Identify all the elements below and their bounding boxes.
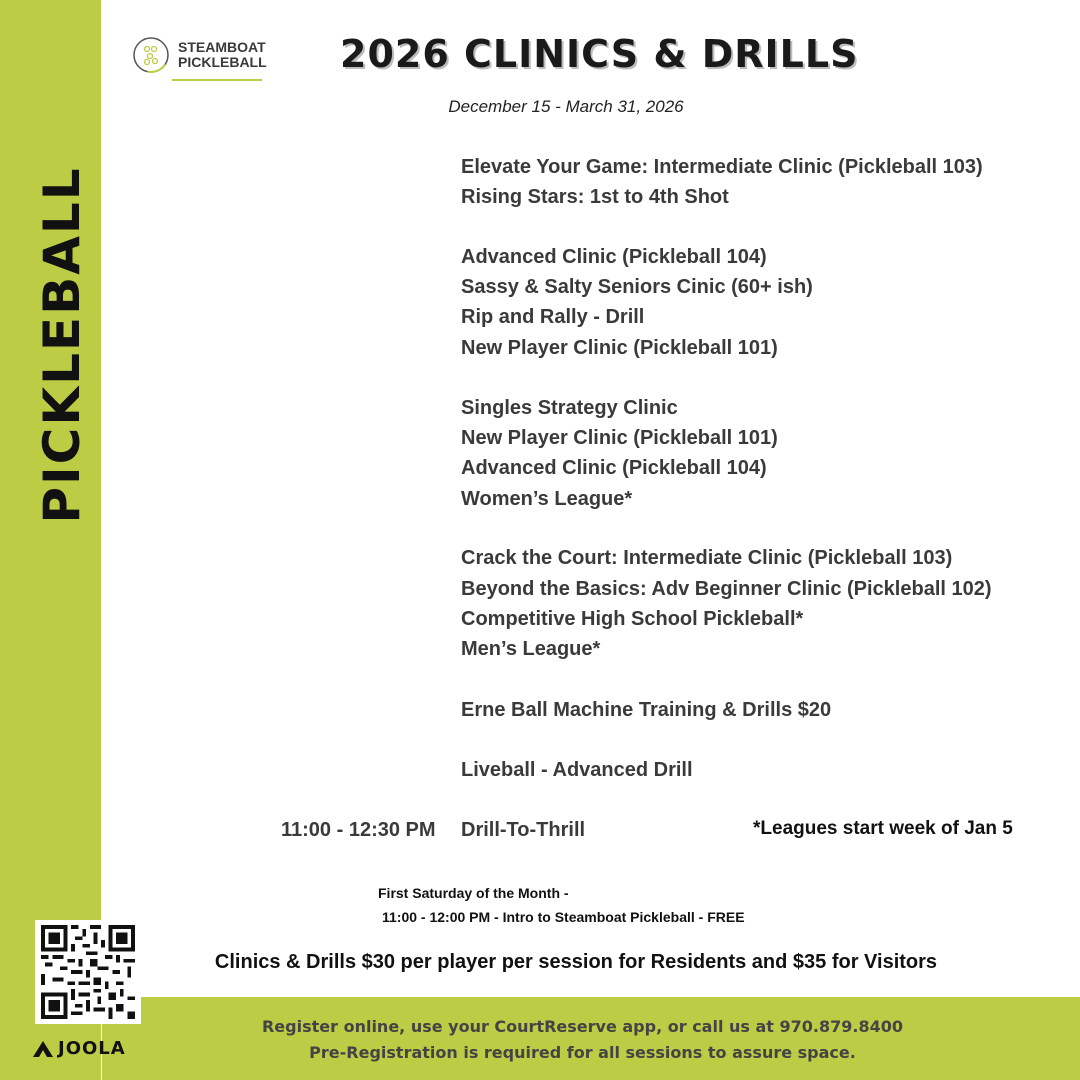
session-event: Crack the Court: Intermediate Clinic (Pickleball 103): [461, 547, 953, 569]
session-event: Women’s League*: [461, 488, 633, 510]
logo-line-1: STEAMBOAT: [178, 39, 266, 55]
leagues-note: *Leagues start week of Jan 5: [753, 818, 1013, 839]
session-event: Singles Strategy Clinic: [461, 397, 678, 419]
vertical-title: PICKLEBALL: [33, 166, 91, 524]
pricing-note: Clinics & Drills $30 per player per session for Residents and $35 for Visitors: [214, 951, 938, 973]
session-event: Elevate Your Game: Intermediate Clinic (Pickleball 103): [461, 156, 983, 178]
joola-logo-icon: [33, 1041, 53, 1057]
session-event: Beyond the Basics: Adv Beginner Clinic (Pickleball 102): [461, 578, 992, 600]
session-event: Competitive High School Pickleball*: [461, 608, 804, 630]
logo-underline: [172, 79, 262, 81]
session-event: Drill-To-Thrill: [461, 819, 586, 841]
logo-text: [178, 40, 267, 70]
preregistration-note: Pre-Registration is required for all sessions to assure space.: [309, 1043, 856, 1062]
date-range: December 15 - March 31, 2026: [448, 97, 684, 116]
register-info: Register online, use your CourtReserve app, or call us at 970.879.8400: [261, 1017, 903, 1036]
page-title: 2026 CLINICS & DRILLS: [340, 32, 859, 76]
steamboat-pickleball-logo: [132, 36, 267, 74]
first-saturday-heading: First Saturday of the Month -: [378, 885, 569, 901]
brand-name: JOOLA: [58, 1038, 126, 1059]
session-event: Advanced Clinic (Pickleball 104): [461, 457, 767, 479]
session-event: Rip and Rally - Drill: [461, 306, 645, 328]
session-event: Liveball - Advanced Drill: [461, 759, 693, 781]
sidebar: [0, 0, 101, 1080]
session-event: Advanced Clinic (Pickleball 104): [461, 246, 767, 268]
footer-band: [101, 997, 1080, 1080]
logo-line-2: PICKLEBALL: [178, 54, 267, 70]
session-event: Sassy & Salty Seniors Cinic (60+ ish): [461, 276, 813, 298]
first-saturday-detail: 11:00 - 12:00 PM - Intro to Steamboat Pickleball - FREE: [382, 909, 745, 925]
session-time: 11:00 - 12:30 PM: [281, 819, 436, 841]
session-event: Men’s League*: [461, 638, 601, 660]
session-event: New Player Clinic (Pickleball 101): [461, 337, 778, 359]
session-event: Rising Stars: 1st to 4th Shot: [461, 186, 729, 208]
steamboat-pickleball-logo-icon: [132, 36, 170, 74]
session-event: Erne Ball Machine Training & Drills $20: [461, 699, 832, 721]
session-event: New Player Clinic (Pickleball 101): [461, 427, 778, 449]
